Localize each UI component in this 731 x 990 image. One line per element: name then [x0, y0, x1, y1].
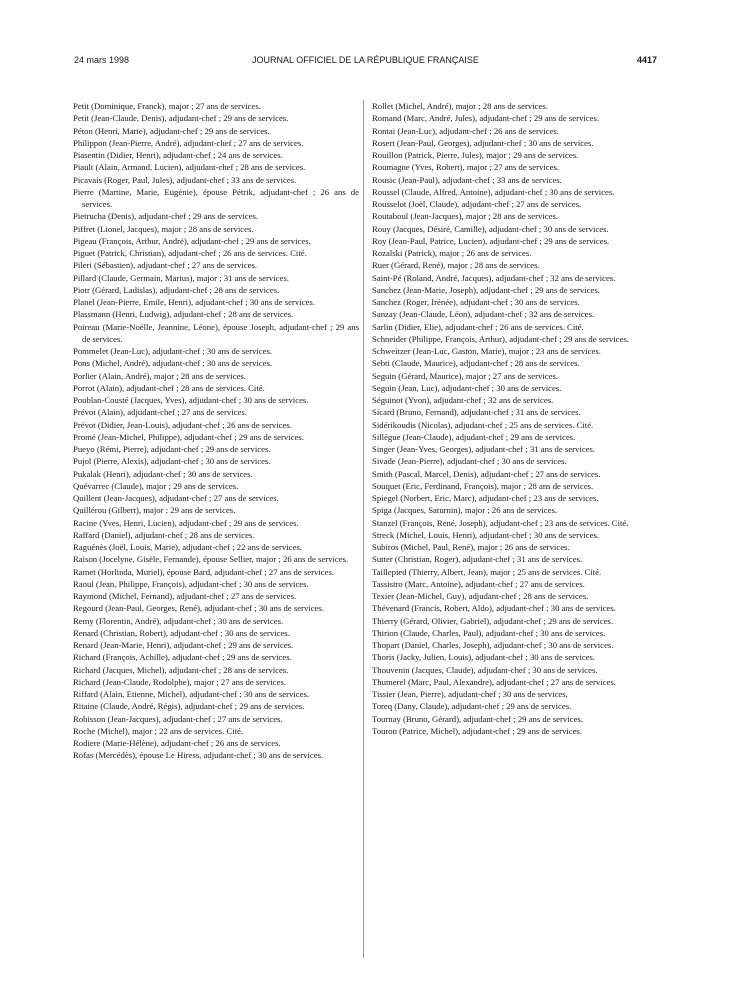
list-item: Sanchez (Roger, Irénée), adjudant-chef ; 30 ans de services.: [372, 297, 580, 307]
list-item: Touron (Patrice, Michel), adjudant-chef ; 29 ans de services.: [372, 725, 582, 736]
list-item: Stanzel (François, René, Joseph), adjudant-chef ; 23 ans de services. Cité.: [372, 517, 629, 528]
list-item: Quévarrec (Claude), major ; 29 ans de services.: [73, 480, 239, 491]
list-item: Philippon (Jean-Pierre, André), adjudant-chef ; 27 ans de services.: [73, 137, 304, 148]
list-item: Thierry (Gérard, Olivier, Gabriel), adjudant-chef ; 29 ans de services.: [372, 615, 614, 626]
list-item: Rontai (Jean-Luc), adjudant-chef ; 26 ans de services.: [372, 125, 559, 136]
list-item: Piotr (Gérard, Ladislas), adjudant-chef ; 28 ans de services.: [73, 284, 280, 295]
list-item: Séguinot (Yvon), adjudant-chef ; 32 ans de services.: [372, 395, 554, 405]
list-item: Raoul (Jean, Philippe, François), adjudant-chef ; 30 ans de services.: [73, 578, 309, 589]
list-item: Richard (François, Achille), adjudant-chef ; 29 ans de services.: [73, 652, 292, 663]
list-item: Taillepied (Thierry, Albert, Jean), major ; 25 ans de services. Cité.: [372, 566, 602, 577]
list-item: Racine (Yves, Henri, Lucien), adjudant-chef ; 29 ans de services.: [73, 517, 299, 528]
list-item: Renard (Jean-Marie, Henri), adjudant-chef ; 29 ans de services.: [73, 640, 294, 650]
list-item: Routaboul (Jean-Jacques), major ; 28 ans de services.: [372, 211, 559, 222]
list-item: Poublan-Cousté (Jacques, Yves), adjudant-chef ; 30 ans de services.: [73, 395, 309, 405]
list-item: Robisson (Jean-Jacques), adjudant-chef ; 27 ans de services.: [73, 713, 283, 724]
list-item: Pietrucha (Denis), adjudant-chef ; 29 ans de services.: [73, 211, 259, 222]
list-item: Quillérou (Gilbert), major ; 29 ans de services.: [73, 505, 236, 516]
list-item: Ritaine (Claude, André, Régis), adjudant-chef ; 29 ans de services.: [73, 701, 305, 712]
page-number: 4417: [636, 55, 657, 65]
list-item: Rousic (Jean-Paul), adjudant-chef ; 33 ans de services.: [372, 174, 562, 185]
list-item: Sidérikoudis (Nicolas), adjudant-chef ; 25 ans de services. Cité.: [372, 419, 594, 430]
list-item: Ruer (Gérard, René), major ; 28 ans de services.: [372, 260, 540, 271]
list-item: Rodiere (Marie-Hélène), adjudant-chef ; 26 ans de services.: [73, 738, 281, 748]
list-item: Pillard (Claude, Germain, Marius), major ; 31 ans de services.: [73, 272, 289, 283]
list-item: Sanzay (Jean-Claude, Léon), adjudant-chef ; 32 ans de services.: [372, 309, 595, 320]
list-item: Raison (Jocelyne, Gisèle, Fernande), épouse Sellier, major ; 26 ans de services.: [73, 554, 349, 565]
list-item: Pommelet (Jean-Luc), adjudant-chef ; 30 ans de services.: [73, 346, 273, 356]
list-item: Piasentin (Didier, Henri), adjudant-chef ; 24 ans de services.: [73, 150, 283, 160]
list-item: Sarlin (Didier, Elie), adjudant-chef ; 26 ans de services. Cité.: [372, 321, 584, 332]
list-item: Piault (Alain, Armand, Lucien), adjudant-chef ; 28 ans de services.: [73, 162, 306, 173]
list-item: Porrot (Alain), adjudant-chef ; 28 ans de services. Cité.: [73, 382, 265, 393]
list-item: Rouillon (Patrick, Pierre, Jules), major ; 29 ans de services.: [372, 150, 579, 160]
list-item: Prévot (Alain), adjudant-chef ; 27 ans de services.: [73, 407, 247, 418]
list-item: Plassmann (Henri, Ludwig), adjudant-chef ; 28 ans de services.: [73, 309, 294, 320]
list-item: Porlier (Alain, André), major ; 28 ans de services.: [73, 370, 246, 381]
list-item: Thouvenin (Jacques, Claude), adjudant-chef ; 30 ans de services.: [372, 664, 598, 675]
list-item: Saint-Pé (Roland, André, Jacques), adjudant-chef ; 32 ans de services.: [372, 272, 616, 283]
list-item: Péton (Henri, Marie), adjudant-chef ; 29 ans de services.: [73, 125, 270, 136]
list-item: Sanchez (Jean-Marie, Joseph), adjudant-chef ; 29 ans de services.: [372, 284, 600, 295]
list-item: Roumagne (Yves, Robert), major ; 27 ans de services.: [372, 162, 560, 173]
list-item: Poireau (Marie-Noëlle, Jeannine, Léone), épouse Joseph, adjudant-chef ; 29 ans de services.: [73, 321, 359, 344]
list-item: Singer (Jean-Yves, Georges), adjudant-chef ; 31 ans de services.: [372, 444, 596, 454]
list-item: Petit (Dominique, Franck), major ; 27 ans de services.: [73, 101, 261, 111]
list-item: Toreq (Dany, Claude), adjudant-chef ; 29 ans de services.: [372, 701, 572, 712]
list-item: Pons (Michel, André), adjudant-chef ; 30 ans de services.: [73, 358, 273, 369]
list-item: Roche (Michel), major ; 22 ans de services. Cité.: [73, 725, 244, 736]
column-divider: [363, 100, 364, 958]
list-item: Raguénès (Joël, Louis, Marie), adjudant-chef ; 22 ans de services.: [73, 542, 302, 552]
list-item: Picavais (Roger, Paul, Jules), adjudant-chef ; 33 ans de services.: [73, 174, 297, 185]
header-date: 24 mars 1998: [74, 55, 130, 65]
left-column: [73, 100, 359, 762]
list-item: Seguin (Gérard, Maurice), major ; 27 ans de services.: [372, 370, 558, 381]
page-header: [74, 55, 657, 69]
list-item: Rosert (Jean-Paul, Georges), adjudant-chef ; 30 ans de services.: [372, 137, 594, 148]
list-item: Roy (Jean-Paul, Patrice, Lucien), adjudant-chef ; 29 ans de services.: [372, 235, 610, 246]
list-item: Pujol (Pierre, Alexis), adjudant-chef ; 30 ans de services.: [73, 456, 271, 467]
list-item: Souquet (Eric, Ferdinand, François), major ; 28 ans de services.: [372, 480, 594, 491]
list-item: Sebti (Claude, Maurice), adjudant-chef ; 28 ans de services.: [372, 358, 580, 369]
list-item: Sutter (Christian, Roger), adjudant-chef ; 31 ans de services.: [372, 554, 583, 565]
list-item: Thévenard (Francis, Robert, Aldo), adjudant-chef ; 30 ans de services.: [372, 603, 616, 614]
list-item: Piguet (Patrick, Christian), adjudant-chef ; 26 ans de services. Cité.: [73, 248, 307, 258]
list-item: Pueyo (Rémi, Pierre), adjudant-chef ; 29 ans de services.: [73, 444, 271, 454]
list-item: Thopart (Daniel, Charles, Joseph), adjudant-chef ; 30 ans de services.: [372, 640, 614, 650]
list-item: Thirion (Claude, Charles, Paul), adjudant-chef ; 30 ans de services.: [372, 627, 606, 638]
list-item: Raymond (Michel, Fernand), adjudant-chef ; 27 ans de services.: [73, 591, 297, 601]
list-item: Pukalak (Henri), adjudant-chef ; 30 ans de services.: [73, 468, 253, 479]
list-item: Texier (Jean-Michel, Guy), adjudant-chef ; 28 ans de services.: [372, 591, 589, 601]
list-item: Pileri (Sébastien), adjudant-chef ; 27 ans de services.: [73, 260, 258, 271]
list-item: Tissier (Jean, Pierre), adjudant-chef ; 30 ans de services.: [372, 689, 568, 699]
list-item: Spiegel (Norbert, Eric, Marc), adjudant-chef ; 23 ans de services.: [372, 493, 599, 503]
list-item: Promé (Jean-Michel, Philippe), adjudant-chef ; 29 ans de services.: [73, 431, 304, 442]
list-item: Remy (Florentin, André), adjudant-chef ; 30 ans de services.: [73, 615, 284, 626]
list-item: Tassistro (Marc, Antoine), adjudant-chef ; 27 ans de services.: [372, 578, 585, 589]
list-item: Schweitzer (Jean-Luc, Gaston, Marie), major ; 23 ans de services.: [372, 346, 601, 356]
list-item: Rollet (Michel, André), major ; 28 ans de services.: [372, 101, 548, 111]
list-item: Renard (Christian, Robert), adjudant-chef ; 30 ans de services.: [73, 627, 290, 638]
list-item: Subiros (Michel, Paul, René), major ; 26 ans de services.: [372, 542, 570, 552]
journal-title: JOURNAL OFFICIEL DE LA RÉPUBLIQUE FRANÇAISE: [252, 55, 479, 65]
list-item: Richard (Jean-Claude, Rodolphe), major ; 27 ans de services.: [73, 676, 287, 687]
list-item: Smith (Pascal, Marcel, Denis), adjudant-chef ; 27 ans de services.: [372, 468, 601, 479]
list-item: Riffard (Alain, Etienne, Michel), adjudant-chef ; 30 ans de services.: [73, 689, 310, 699]
list-item: Petit (Jean-Claude, Denis), adjudant-chef ; 29 ans de services.: [73, 113, 289, 124]
list-item: Spiga (Jacques, Saturnin), major ; 26 ans de services.: [372, 505, 558, 516]
list-item: Sicard (Bruno, Fernand), adjudant-chef ; 31 ans de services.: [372, 407, 581, 418]
list-item: Pierre (Martine, Marie, Eugénie), épouse Pétrik, adjudant-chef ; 26 ans de services.: [73, 186, 359, 209]
list-item: Thoris (Jacky, Julien, Louis), adjudant-chef ; 30 ans de services.: [372, 652, 596, 663]
list-item: Rousselot (Joël, Claude), adjudant-chef ; 27 ans de services.: [372, 199, 582, 209]
list-item: Streck (Michel, Louis, Henri), adjudant-chef ; 30 ans de services.: [372, 529, 600, 540]
list-item: Planel (Jean-Pierre, Emile, Henri), adjudant-chef ; 30 ans de services.: [73, 297, 315, 307]
list-item: Romand (Marc, André, Jules), adjudant-chef ; 29 ans de services.: [372, 113, 600, 124]
list-item: Schneider (Philippe, François, Arthur), adjudant-chef ; 29 ans de services.: [372, 333, 629, 344]
list-item: Richard (Jacques, Michel), adjudant-chef ; 28 ans de services.: [73, 664, 289, 675]
list-item: Piffret (Lionel, Jacques), major ; 28 ans de services.: [73, 223, 254, 234]
list-item: Sivade (Jean-Pierre), adjudant-chef ; 30 ans de services.: [372, 456, 567, 467]
list-item: Regourd (Jean-Paul, Georges, René), adjudant-chef ; 30 ans de services.: [73, 603, 324, 614]
list-item: Seguin (Jean, Luc), adjudant-chef ; 30 ans de services.: [372, 382, 562, 393]
list-item: Sillègue (Jean-Claude), adjudant-chef ; 29 ans de services.: [372, 431, 576, 442]
list-item: Ramet (Horlinda, Muriel), épouse Bard, adjudant-chef ; 27 ans de services.: [73, 566, 335, 577]
list-item: Roussel (Claude, Alfred, Antoine), adjudant-chef ; 30 ans de services.: [372, 186, 615, 197]
list-item: Rouy (Jacques, Désiré, Camille), adjudant-chef ; 30 ans de services.: [372, 223, 609, 234]
list-item: Quillent (Jean-Jacques), adjudant-chef ; 27 ans de services.: [73, 493, 279, 503]
list-item: Thumerel (Marc, Paul, Alexandre), adjudant-chef ; 27 ans de services.: [372, 676, 616, 687]
right-column: [372, 100, 658, 737]
list-item: Raffard (Daniel), adjudant-chef ; 28 ans de services.: [73, 529, 255, 540]
list-item: Rofas (Mercédès), épouse Le Hiress, adjudant-chef ; 30 ans de services.: [73, 750, 324, 761]
list-item: Prévot (Didier, Jean-Louis), adjudant-chef ; 26 ans de services.: [73, 419, 292, 430]
list-item: Rozalski (Patrick), major ; 26 ans de services.: [372, 248, 532, 258]
list-item: Pigeau (François, Arthur, André), adjudant-chef ; 29 ans de services.: [73, 235, 311, 246]
list-item: Tournay (Bruno, Gérard), adjudant-chef ; 29 ans de services.: [372, 713, 583, 724]
